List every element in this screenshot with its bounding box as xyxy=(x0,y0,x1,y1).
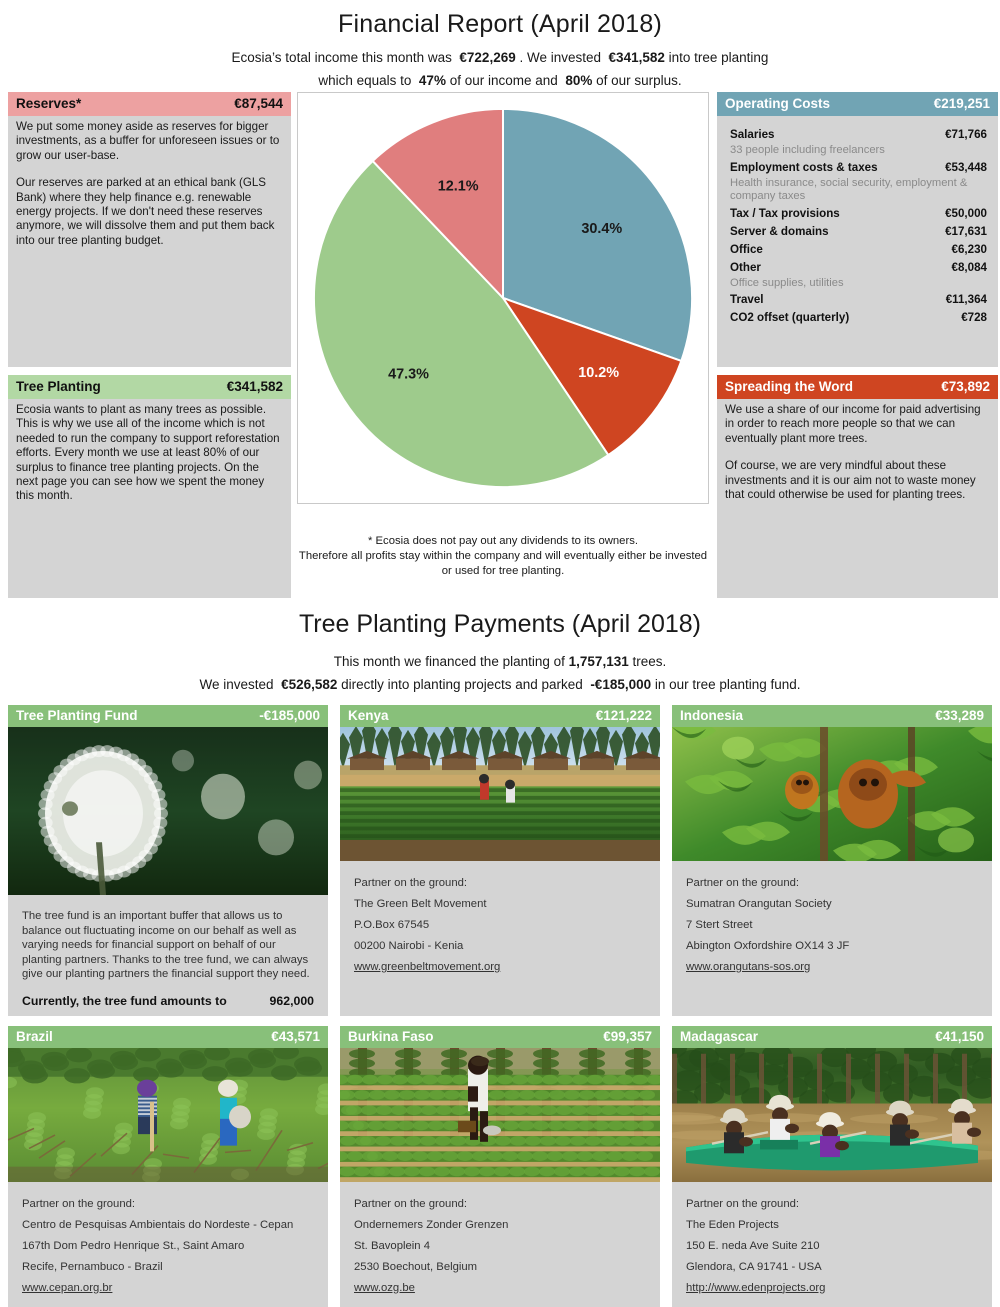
fund-card-amount: -€185,000 xyxy=(259,708,320,723)
parked-fund-value: -€185,000 xyxy=(590,677,652,692)
cost-value: €6,230 xyxy=(951,242,987,256)
fund-total-label: Currently, the tree fund amounts to xyxy=(22,993,227,1008)
spreading-the-word-amount: €73,892 xyxy=(941,379,990,394)
fund-description: The tree fund is an important buffer that allows us to balance out fluctuating income on our behalf as well as varying needs for financial support on behalf of our planting partners. Thanks to the tree fund, we can always give our planting partners the financial support they need. xyxy=(22,910,310,980)
card-header xyxy=(8,1026,328,1048)
cost-row xyxy=(730,223,987,241)
spreading-the-word-paragraph-2: Of course, we are very mindful about these investments and it is our aim not to waste money that could otherwise be used for planting trees. xyxy=(725,459,976,502)
cost-label: Other xyxy=(730,260,761,274)
operating-costs-list xyxy=(717,116,998,335)
project-card-amount: €43,571 xyxy=(271,1028,320,1044)
spreading-the-word-panel-body xyxy=(717,399,998,510)
card-header xyxy=(340,1026,660,1048)
summary-text-c: into tree planting xyxy=(668,50,769,65)
cost-value: €728 xyxy=(961,311,987,324)
tp-line2-c: in our tree planting fund. xyxy=(654,677,801,692)
invested-value: €341,582 xyxy=(608,50,665,65)
project-card-amount: €99,357 xyxy=(603,1028,652,1044)
cost-row xyxy=(730,205,987,223)
chart-footnote-line-3: or used for tree planting. xyxy=(441,565,565,577)
partner-website-link[interactable]: www.ozg.be xyxy=(354,1281,415,1294)
total-income-value: €722,269 xyxy=(459,50,516,65)
tree-payments-line-1 xyxy=(0,650,1000,673)
tp-line1-b: trees. xyxy=(632,654,667,669)
project-card-body xyxy=(8,1182,328,1307)
tree-planting-title: Tree Planting xyxy=(16,379,101,394)
tree-payments-line-2 xyxy=(0,673,1000,696)
tree-planting-panel xyxy=(8,375,291,598)
fund-total-value: 962,000 xyxy=(269,993,314,1008)
left-column xyxy=(8,92,291,598)
project-card-body xyxy=(340,1182,660,1307)
reserves-panel xyxy=(8,92,291,367)
women-in-canoe-mangrove-madagascar-photo xyxy=(672,1048,992,1182)
trees-planted-count: 1,757,131 xyxy=(568,654,629,669)
cost-value: €11,364 xyxy=(945,293,987,306)
cost-value: €50,000 xyxy=(945,206,987,220)
partner-address-line-1: P.O.Box 67545 xyxy=(354,919,430,931)
cost-label: Server & domains xyxy=(730,224,829,238)
partner-address-line-2: Recife, Pernambuco - Brazil xyxy=(22,1260,163,1273)
project-card xyxy=(8,1026,328,1307)
cost-label: Travel xyxy=(730,293,764,306)
tree-payments-title: Tree Planting Payments (April 2018) xyxy=(298,610,702,638)
cost-row xyxy=(730,241,987,259)
summary2-text-c: of our surplus. xyxy=(596,73,682,88)
spreading-the-word-title: Spreading the Word xyxy=(725,379,854,394)
summary-text-b: . We invested xyxy=(519,50,602,65)
card-header xyxy=(340,705,660,727)
spreading-the-word-panel-header xyxy=(717,375,998,399)
report-summary-line-2 xyxy=(0,70,1000,92)
partner-name: Centro de Pesquisas Ambientais do Nordeste - Cepan xyxy=(22,1218,294,1231)
card-header xyxy=(672,1026,992,1048)
operating-costs-title: Operating Costs xyxy=(725,96,831,111)
partner-label: Partner on the ground: xyxy=(354,1197,468,1210)
partner-label: Partner on the ground: xyxy=(686,877,800,889)
fund-card-title: Tree Planting Fund xyxy=(16,708,138,723)
pie-slice-label: 12.1% xyxy=(437,178,479,195)
partner-label: Partner on the ground: xyxy=(686,1197,800,1210)
project-card-title: Brazil xyxy=(16,1028,53,1044)
reserves-amount: €87,544 xyxy=(234,96,283,111)
cost-row xyxy=(730,159,987,177)
tp-line2-b: directly into planting projects and parked xyxy=(341,677,583,692)
reserves-panel-body xyxy=(8,116,291,256)
partner-address-line-2: 00200 Nairobi - Kenia xyxy=(354,940,464,952)
top-section xyxy=(0,92,1000,598)
chart-footnote xyxy=(297,534,709,579)
project-card-body xyxy=(672,1182,992,1307)
spreading-the-word-panel xyxy=(717,375,998,598)
summary-text-a: Ecosia’s total income this month was xyxy=(231,50,452,65)
partner-name: The Green Belt Movement xyxy=(354,898,487,910)
reserves-title: Reserves* xyxy=(16,96,82,111)
cost-value: €53,448 xyxy=(945,160,987,174)
pie-slice-label: 47.3% xyxy=(388,366,429,383)
project-card xyxy=(340,705,660,1016)
partner-website-link[interactable]: www.orangutans-sos.org xyxy=(686,961,811,973)
income-allocation-pie-chart xyxy=(297,92,709,504)
pie-slice-label: 10.2% xyxy=(578,365,620,382)
partner-address-line-1: 150 E. neda Ave Suite 210 xyxy=(686,1239,820,1252)
cost-row xyxy=(730,291,987,309)
partner-address-line-1: St. Bavoplein 4 xyxy=(354,1239,430,1252)
tree-planting-paragraph-1: Ecosia wants to plant as many trees as possible. This is why we use all of the income which is not needed to run the company to support reforestation efforts. Every month we use at least 80% of our surplus to finance tree planting projects. On the next page you can see how we spent the money this month. xyxy=(16,403,280,503)
partner-website-link[interactable]: www.cepan.org.br xyxy=(22,1281,113,1294)
operating-costs-panel-header xyxy=(717,92,998,116)
project-card-title: Madagascar xyxy=(680,1028,759,1044)
fund-card-body xyxy=(8,895,328,1016)
fund-total-row xyxy=(22,994,314,1008)
pct-of-surplus: 80% xyxy=(565,73,593,88)
cost-label: Salaries xyxy=(730,128,775,141)
project-card xyxy=(672,705,992,1016)
project-card xyxy=(672,1026,992,1307)
partner-name: Ondernemers Zonder Grenzen xyxy=(354,1218,509,1231)
tp-line1-a: This month we financed the planting of xyxy=(333,654,565,669)
partner-address-line-2: Abington Oxfordshire OX14 3 JF xyxy=(686,940,850,952)
pie-slice-label: 30.4% xyxy=(581,221,623,238)
cost-note: Office supplies, utilities xyxy=(730,276,844,289)
planters-on-hillside-brazil-photo xyxy=(8,1048,328,1182)
chart-footnote-line-2: Therefore all profits stay within the company and will eventually either be invested xyxy=(298,550,708,562)
tree-planting-panel-body xyxy=(8,399,291,512)
card-header xyxy=(8,705,328,727)
page-title: Financial Report (April 2018) xyxy=(337,10,662,38)
farmer-walking-field-burkina-faso-photo xyxy=(340,1048,660,1182)
partner-address-line-2: Glendora, CA 91741 - USA xyxy=(686,1260,822,1273)
card-header xyxy=(672,705,992,727)
cost-label: Tax / Tax provisions xyxy=(730,206,840,220)
project-card-body xyxy=(672,861,992,986)
cost-value: €8,084 xyxy=(951,260,987,274)
cost-row xyxy=(730,309,987,327)
partner-label: Partner on the ground: xyxy=(354,877,468,889)
project-card-body xyxy=(340,861,660,986)
project-card-amount: €121,222 xyxy=(595,708,652,723)
spreading-the-word-paragraph-1: We use a share of our income for paid advertising in order to reach more people so that we can eventually plant more trees. xyxy=(725,403,981,445)
partner-name: The Eden Projects xyxy=(686,1218,779,1231)
reserves-paragraph-2: Our reserves are parked at an ethical bank (GLS Bank) where they help finance e.g. renewable energy projects. If we don't need these reserves anymore, we will dissolve them and put them back into our tree planting budget. xyxy=(16,176,275,247)
orangutans-in-tree-photo xyxy=(672,727,992,861)
cost-value: €17,631 xyxy=(945,224,987,238)
project-card-amount: €33,289 xyxy=(935,708,984,723)
project-cards-grid xyxy=(8,705,992,1307)
project-card-title: Kenya xyxy=(348,708,389,723)
cost-row xyxy=(730,126,987,144)
directly-invested-value: €526,582 xyxy=(281,677,338,692)
tree-planting-fund-card xyxy=(8,705,328,1016)
cost-note: 33 people including freelancers xyxy=(730,144,885,156)
cost-label: Office xyxy=(730,242,763,256)
partner-label: Partner on the ground: xyxy=(22,1197,136,1210)
tree-nursery-kenya-photo xyxy=(340,727,660,861)
project-card xyxy=(340,1026,660,1307)
operating-costs-panel xyxy=(717,92,998,367)
pie-chart-svg xyxy=(298,93,708,503)
summary2-text-a: which equals to xyxy=(318,73,412,88)
partner-name: Sumatran Orangutan Society xyxy=(686,898,832,910)
dandelion-seedhead-photo xyxy=(8,727,328,895)
reserves-panel-header xyxy=(8,92,291,116)
partner-address-line-1: 167th Dom Pedro Henrique St., Saint Amaro xyxy=(22,1239,245,1252)
partner-address-line-1: 7 Stert Street xyxy=(686,919,753,931)
cost-label: CO2 offset (quarterly) xyxy=(730,311,850,324)
project-card-amount: €41,150 xyxy=(935,1028,984,1044)
summary2-text-b: of our income and xyxy=(449,73,558,88)
cost-label: Employment costs & taxes xyxy=(730,160,878,174)
right-column xyxy=(717,92,998,598)
tp-line2-a: We invested xyxy=(199,677,274,692)
center-column xyxy=(297,92,709,598)
operating-costs-amount: €219,251 xyxy=(933,96,990,111)
cost-row xyxy=(730,259,987,277)
pct-of-income: 47% xyxy=(418,73,446,88)
cost-note: Health insurance, social security, employment & company taxes xyxy=(730,176,968,202)
report-summary-line-1 xyxy=(0,47,1000,69)
tree-planting-amount: €341,582 xyxy=(226,379,283,394)
tree-payments-subtitle xyxy=(0,650,1000,696)
partner-address-line-2: 2530 Boechout, Belgium xyxy=(354,1260,478,1273)
project-card-title: Burkina Faso xyxy=(348,1028,434,1044)
project-card-title: Indonesia xyxy=(680,708,744,723)
chart-footnote-line-1: * Ecosia does not pay out any dividends to its owners. xyxy=(367,535,639,547)
reserves-paragraph-1: We put some money aside as reserves for bigger investments, as a buffer for unforeseen issues or to grow our user-base. xyxy=(16,120,280,162)
partner-website-link[interactable]: www.greenbeltmovement.org xyxy=(354,961,501,973)
partner-website-link[interactable]: http://www.edenprojects.org xyxy=(686,1281,826,1294)
cost-value: €71,766 xyxy=(945,128,987,141)
tree-planting-panel-header xyxy=(8,375,291,399)
